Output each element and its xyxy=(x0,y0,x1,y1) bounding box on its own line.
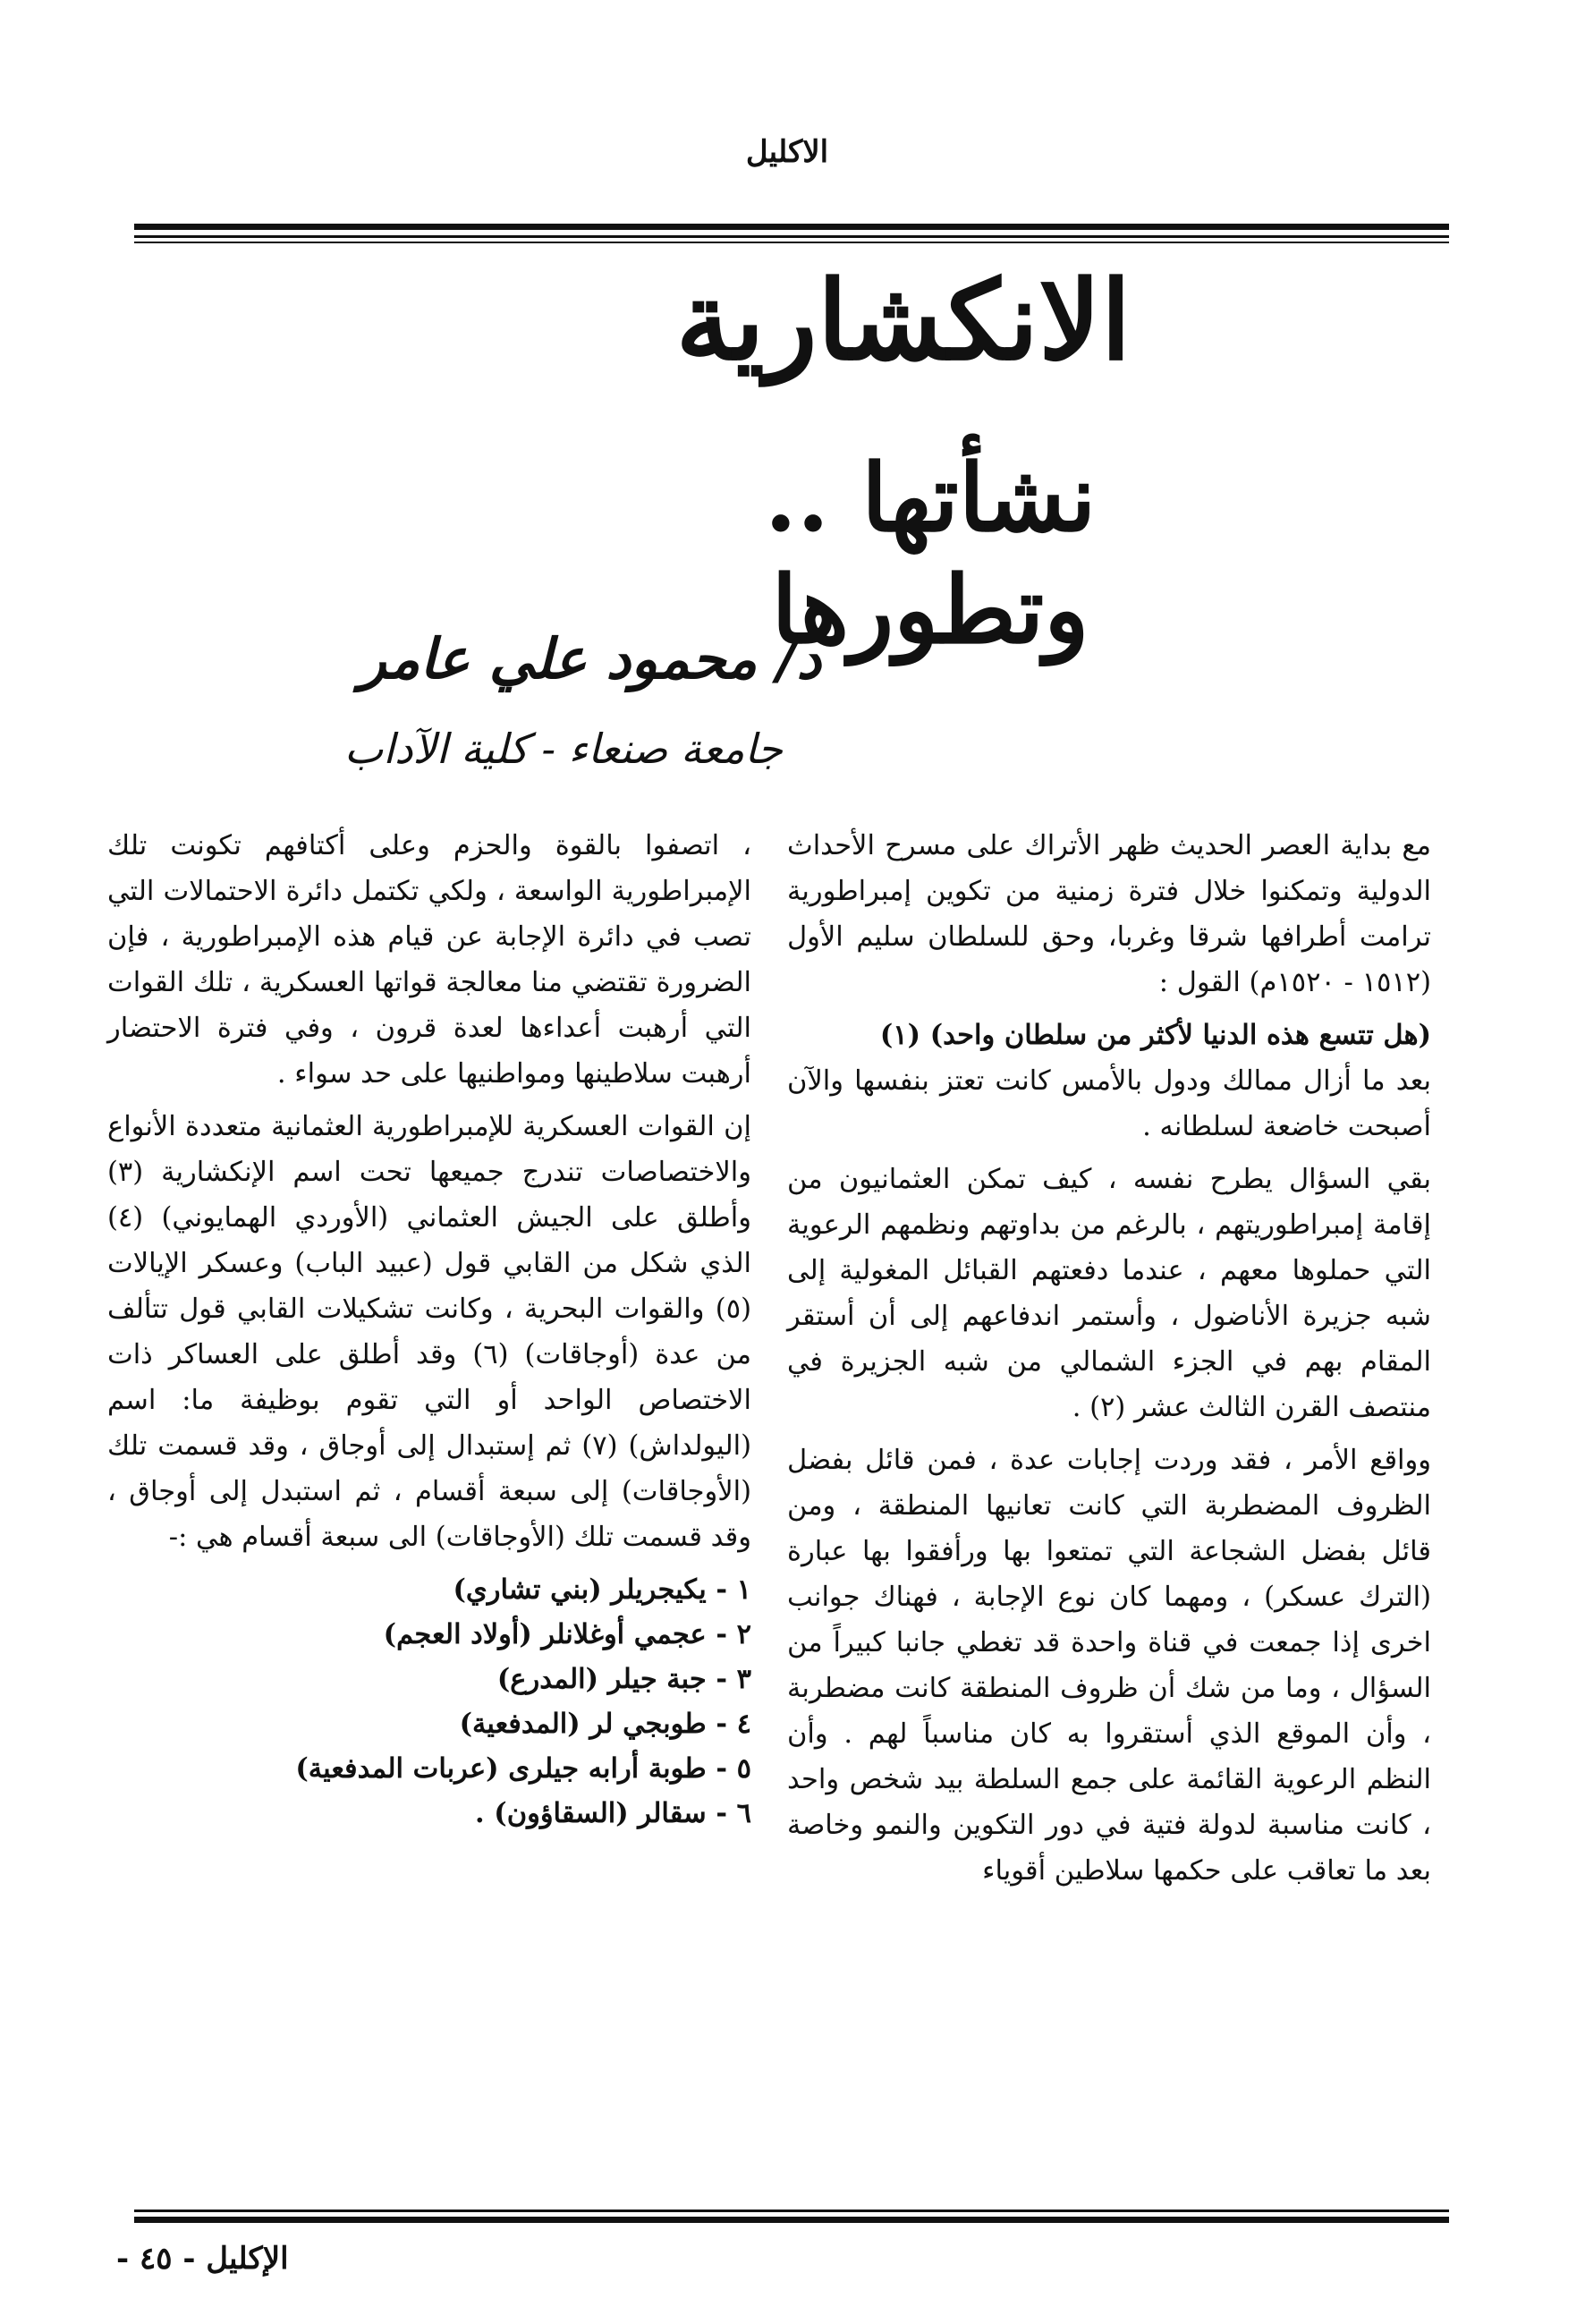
sultan-quote: (هل تتسع هذه الدنيا لأكثر من سلطان واحد) (١) xyxy=(879,1019,1431,1051)
left-paragraph-2: إن القوات العسكرية للإمبراطورية العثمانية متعددة الأنواع والاختصاصات تندرج جميعها تحت اسم الإنكشارية (٣) وأطلق على الجيش العثماني (الأوردي الهمايوني) (٤) الذي شكل من القابي قول (عبيد الباب) وعسكر الإيالات (٥) والقوات البحرية ، وكانت تشكيلات القابي قول تتألف من عدة (أوجاقات) (٦) وقد أطلق على العساكر ذات الاختصاص الواحد أو التي تقوم بوظيفة ما: اسم (اليولداش) (٧) ثم إستبدال إلى أوجاق ، وقد قسمت تلك (الأوجاقات) إلى سبعة أقسام ، ثم استبدل إلى أوجاق ، وقد قسمت تلك (الأوجاقات) الى سبعة أقسام هي :- xyxy=(107,1111,751,1553)
list-item: ٢ - عجمي أوغلانلر (أولاد العجم) xyxy=(383,1618,751,1650)
author-affiliation: جامعة صنعاء - كلية الآداب xyxy=(343,725,783,773)
list-item: ١ - يكيجريلر (بني تشاري) xyxy=(453,1573,751,1606)
list-item: ٥ - طوبة أرابه جيلرى (عربات المدفعية) xyxy=(295,1752,751,1785)
left-column xyxy=(107,823,751,1836)
right-paragraph-3: وواقع الأمر ، فقد وردت إجابات عدة ، فمن قائل بفضل الظروف المضطربة التي كانت تعانيها المنطقة ، ومن قائل بفضل الشجاعة التي تمتعوا بها ورأفقوا بها عبارة (الترك عسكر) ، ومهما كان نوع الإجابة ، فهناك جوانب اخرى إذا جمعت في قناة واحدة قد تغطي جانبا كبيراً من السؤال ، وما من شك أن ظروف المنطقة كانت مضطربة ، وأن الموقع الذي أستقروا به كان مناسباً لهم . وأن النظم الرعوية القائمة على جمع السلطة بيد شخص واحد ، كانت مناسبة لدولة فتية في دور التكوين والنمو وخاصة بعد ما تعاقب على حكمها سلاطين أقوياء xyxy=(787,1445,1431,1887)
bottom-rule-thick xyxy=(134,2217,1449,2223)
right-paragraph-1: مع بداية العصر الحديث ظهر الأتراك على مسرح الأحداث الدولية وتمكنوا خلال فترة زمنية من تكوين إمبراطورية ترامت أطرافها شرقا وغربا، وحق للسلطان سليم الأول (١٥١٢ - ١٥٢٠م) القول : xyxy=(787,830,1431,998)
right-paragraph-2: بقي السؤال يطرح نفسه ، كيف تمكن العثمانيون من إقامة إمبراطوريتهم ، بالرغم من بداوتهم ونظمهم الرعوية التي حملوها معهم ، عندما دفعتهم القبائل المغولية إلى شبه جزيرة الأناضول ، وأستمر اندفاعهم إلى أن أستقر المقام بهم في الجزء الشمالي من شبه الجزيرة في منتصف القرن الثالث عشر (٢) . xyxy=(787,1164,1431,1423)
running-header: الاكليل xyxy=(745,134,829,170)
bottom-rule-thin xyxy=(134,2209,1449,2212)
right-paragraph-1-end: بعد ما أزال ممالك ودول بالأمس كانت تعتز بنفسها والآن أصبحت خاضعة لسلطانه . xyxy=(787,1065,1431,1142)
ocak-list xyxy=(107,1567,751,1836)
page-folio: الإكليل - ٤٥ - xyxy=(116,2241,289,2277)
list-item: ٦ - سقالر (السقاؤون) . xyxy=(475,1797,751,1829)
right-column xyxy=(787,823,1431,1901)
top-rule-thin xyxy=(134,235,1449,238)
list-item: ٤ - طوبجي لر (المدفعية) xyxy=(459,1708,751,1740)
left-paragraph-1: ، اتصفوا بالقوة والحزم وعلى أكتافهم تكونت تلك الإمبراطورية الواسعة ، ولكي تكتمل دائرة الاحتمالات التي تصب في دائرة الإجابة عن قيام هذه الإمبراطورية ، فإن الضرورة تقتضي منا معالجة قواتها العسكرية ، تلك القوات التي أرهبت أعداءها لعدة قرون ، وفي فترة الاحتضار أرهبت سلاطينها ومواطنيها على حد سواء . xyxy=(107,830,751,1090)
article-subtitle: نشأتها .. وتطورها xyxy=(764,443,1097,665)
top-rule-thick xyxy=(134,224,1449,230)
author-name: د/ محمود علي عامر xyxy=(359,626,822,691)
article-title: الانكشارية xyxy=(675,256,1132,385)
top-rule-thin-2 xyxy=(134,242,1449,243)
list-item: ٣ - جبة جيلر (المدرع) xyxy=(496,1663,751,1695)
